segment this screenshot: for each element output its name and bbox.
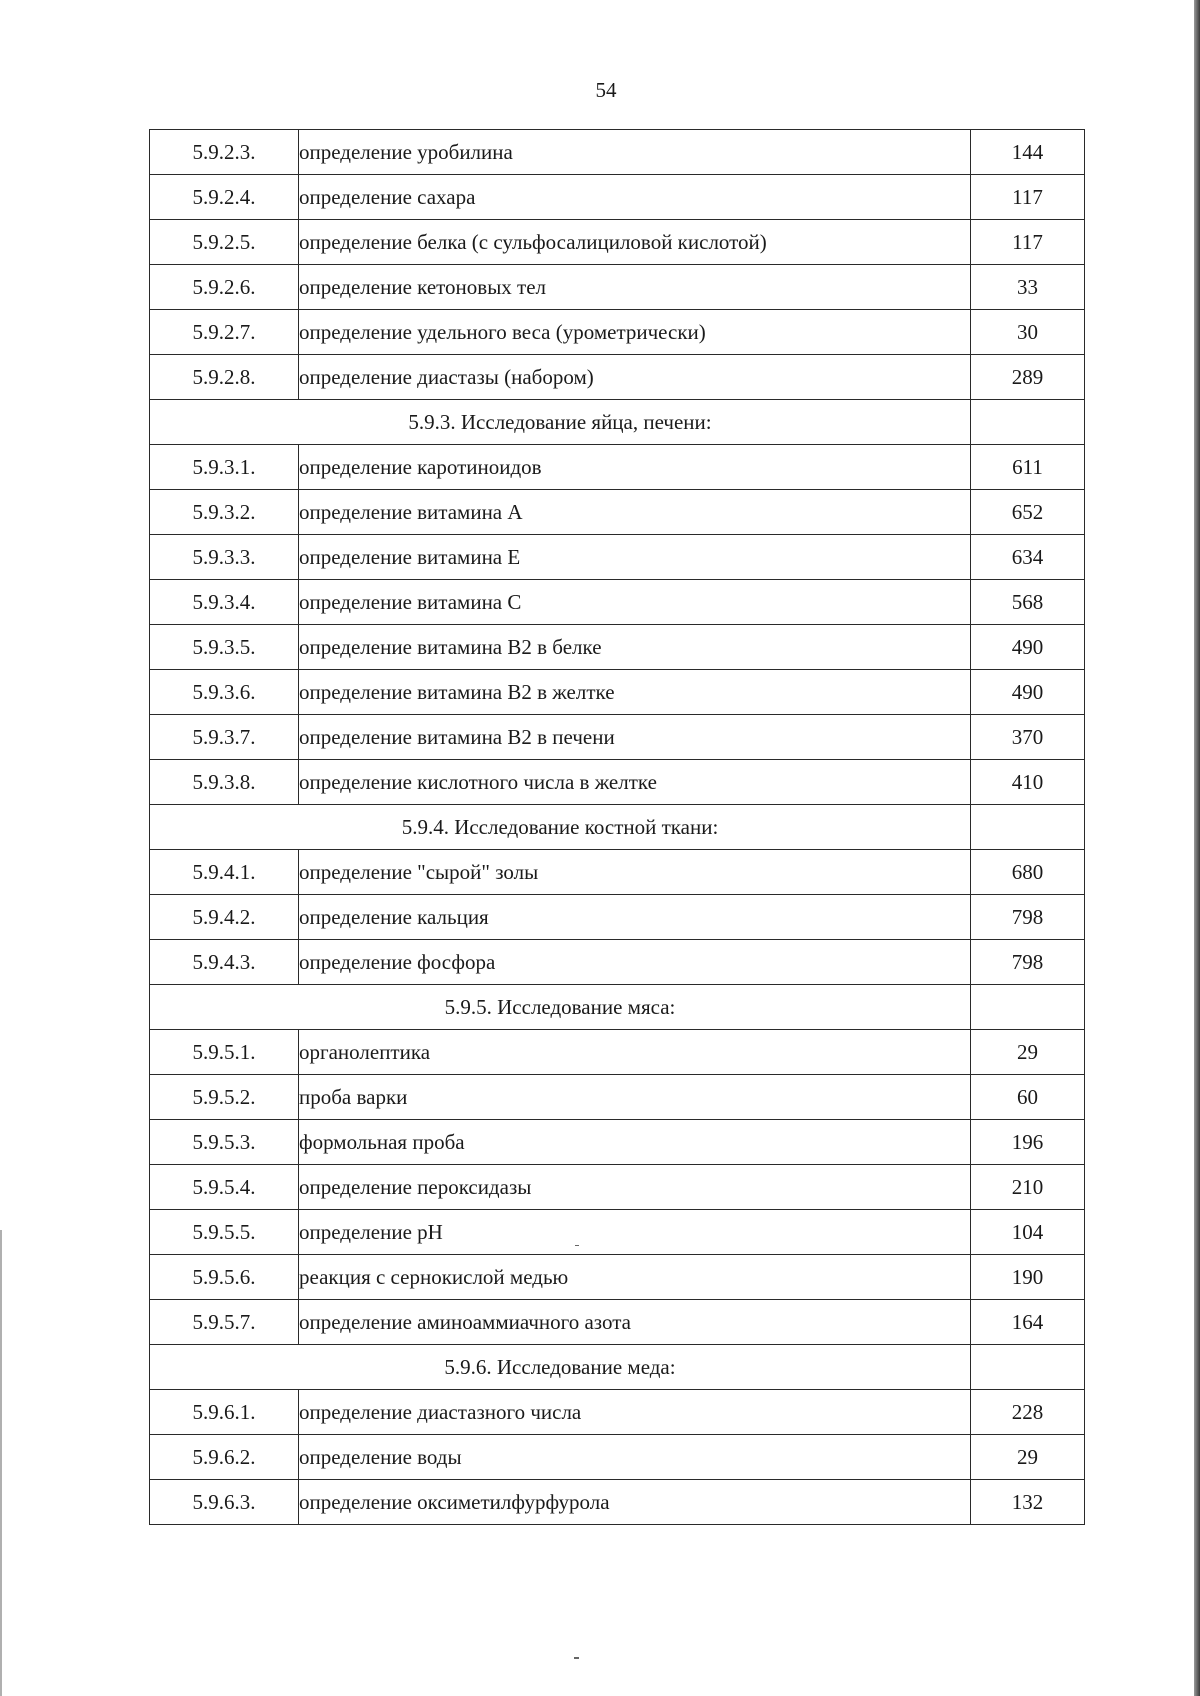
item-code: 5.9.6.3. [150, 1480, 299, 1525]
service-name: определение пероксидазы [299, 1165, 971, 1210]
service-price: 611 [971, 445, 1085, 490]
item-code: 5.9.2.5. [150, 220, 299, 265]
section-header-row [150, 805, 1085, 850]
service-name: определение витамина В2 в белке [299, 625, 971, 670]
section-price-cell [971, 1345, 1085, 1390]
scan-speck [574, 1657, 579, 1659]
section-header-row [150, 1345, 1085, 1390]
service-price: 117 [971, 175, 1085, 220]
service-price: 190 [971, 1255, 1085, 1300]
table-row [150, 130, 1085, 175]
service-price: 370 [971, 715, 1085, 760]
service-name: определение воды [299, 1435, 971, 1480]
item-code: 5.9.5.5. [150, 1210, 299, 1255]
service-price: 410 [971, 760, 1085, 805]
service-price: 29 [971, 1435, 1085, 1480]
item-code: 5.9.3.8. [150, 760, 299, 805]
section-price-cell [971, 400, 1085, 445]
item-code: 5.9.2.8. [150, 355, 299, 400]
table-row [150, 1165, 1085, 1210]
item-code: 5.9.4.1. [150, 850, 299, 895]
service-price: 652 [971, 490, 1085, 535]
service-price: 490 [971, 670, 1085, 715]
table-row [150, 310, 1085, 355]
item-code: 5.9.5.3. [150, 1120, 299, 1165]
item-code: 5.9.5.6. [150, 1255, 299, 1300]
service-name: определение аминоаммиачного азота [299, 1300, 971, 1345]
service-name: определение кислотного числа в желтке [299, 760, 971, 805]
item-code: 5.9.6.1. [150, 1390, 299, 1435]
table-row [150, 760, 1085, 805]
item-code: 5.9.6.2. [150, 1435, 299, 1480]
item-code: 5.9.2.4. [150, 175, 299, 220]
table-row [150, 940, 1085, 985]
table-row [150, 490, 1085, 535]
service-name: определение витамина В2 в печени [299, 715, 971, 760]
service-name: определение кальция [299, 895, 971, 940]
service-name: органолептика [299, 1030, 971, 1075]
table-row [150, 670, 1085, 715]
service-name: определение "сырой" золы [299, 850, 971, 895]
table-row [150, 355, 1085, 400]
table-row [150, 1435, 1085, 1480]
price-table-body [150, 130, 1085, 1525]
table-row [150, 1480, 1085, 1525]
table-row [150, 1075, 1085, 1120]
service-price: 33 [971, 265, 1085, 310]
table-row [150, 1300, 1085, 1345]
service-price: 104 [971, 1210, 1085, 1255]
table-row [150, 715, 1085, 760]
table-row [150, 1390, 1085, 1435]
section-title: 5.9.6. Исследование меда: [150, 1345, 971, 1390]
scan-edge-shadow [1194, 0, 1200, 1696]
table-row [150, 1120, 1085, 1165]
service-name: определение каротиноидов [299, 445, 971, 490]
section-price-cell [971, 985, 1085, 1030]
table-row [150, 175, 1085, 220]
service-name: проба варки [299, 1075, 971, 1120]
table-row [150, 1210, 1085, 1255]
service-price: 164 [971, 1300, 1085, 1345]
service-name: определение витамина В2 в желтке [299, 670, 971, 715]
service-price: 60 [971, 1075, 1085, 1120]
section-title: 5.9.4. Исследование костной ткани: [150, 805, 971, 850]
table-row [150, 1030, 1085, 1075]
service-price: 798 [971, 940, 1085, 985]
service-price: 196 [971, 1120, 1085, 1165]
service-name: определение рН [299, 1210, 971, 1255]
section-title: 5.9.3. Исследование яйца, печени: [150, 400, 971, 445]
table-row [150, 265, 1085, 310]
item-code: 5.9.3.5. [150, 625, 299, 670]
section-header-row [150, 400, 1085, 445]
service-price: 568 [971, 580, 1085, 625]
service-name: определение витамина Е [299, 535, 971, 580]
service-price: 30 [971, 310, 1085, 355]
service-name: определение уробилина [299, 130, 971, 175]
service-name: определение диастазы (набором) [299, 355, 971, 400]
service-name: реакция с сернокислой медью [299, 1255, 971, 1300]
service-price: 798 [971, 895, 1085, 940]
table-row [150, 535, 1085, 580]
service-price: 29 [971, 1030, 1085, 1075]
service-name: определение витамина А [299, 490, 971, 535]
service-price: 132 [971, 1480, 1085, 1525]
service-price: 210 [971, 1165, 1085, 1210]
item-code: 5.9.3.2. [150, 490, 299, 535]
section-title: 5.9.5. Исследование мяса: [150, 985, 971, 1030]
item-code: 5.9.3.1. [150, 445, 299, 490]
section-header-row [150, 985, 1085, 1030]
service-price: 117 [971, 220, 1085, 265]
table-row [150, 1255, 1085, 1300]
item-code: 5.9.3.7. [150, 715, 299, 760]
service-name: определение диастазного числа [299, 1390, 971, 1435]
item-code: 5.9.5.7. [150, 1300, 299, 1345]
price-table [149, 129, 1085, 1525]
service-price: 228 [971, 1390, 1085, 1435]
service-price: 289 [971, 355, 1085, 400]
page-number: 54 [595, 78, 617, 102]
item-code: 5.9.4.2. [150, 895, 299, 940]
service-name: определение оксиметилфурфурола [299, 1480, 971, 1525]
table-row [150, 445, 1085, 490]
item-code: 5.9.5.4. [150, 1165, 299, 1210]
service-name: определение кетоновых тел [299, 265, 971, 310]
item-code: 5.9.2.3. [150, 130, 299, 175]
item-code: 5.9.3.6. [150, 670, 299, 715]
item-code: 5.9.2.6. [150, 265, 299, 310]
section-price-cell [971, 805, 1085, 850]
service-price: 634 [971, 535, 1085, 580]
service-name: формольная проба [299, 1120, 971, 1165]
service-name: определение витамина С [299, 580, 971, 625]
service-name: определение белка (с сульфосалициловой кислотой) [299, 220, 971, 265]
service-name: определение удельного веса (урометрически) [299, 310, 971, 355]
service-price: 490 [971, 625, 1085, 670]
table-row [150, 220, 1085, 265]
table-row [150, 850, 1085, 895]
service-price: 144 [971, 130, 1085, 175]
table-row [150, 625, 1085, 670]
service-price: 680 [971, 850, 1085, 895]
item-code: 5.9.3.4. [150, 580, 299, 625]
table-row [150, 895, 1085, 940]
item-code: 5.9.2.7. [150, 310, 299, 355]
service-name: определение сахара [299, 175, 971, 220]
service-name: определение фосфора [299, 940, 971, 985]
item-code: 5.9.3.3. [150, 535, 299, 580]
table-row [150, 580, 1085, 625]
item-code: 5.9.5.2. [150, 1075, 299, 1120]
item-code: 5.9.4.3. [150, 940, 299, 985]
item-code: 5.9.5.1. [150, 1030, 299, 1075]
scan-edge-left-shadow [0, 1230, 2, 1696]
